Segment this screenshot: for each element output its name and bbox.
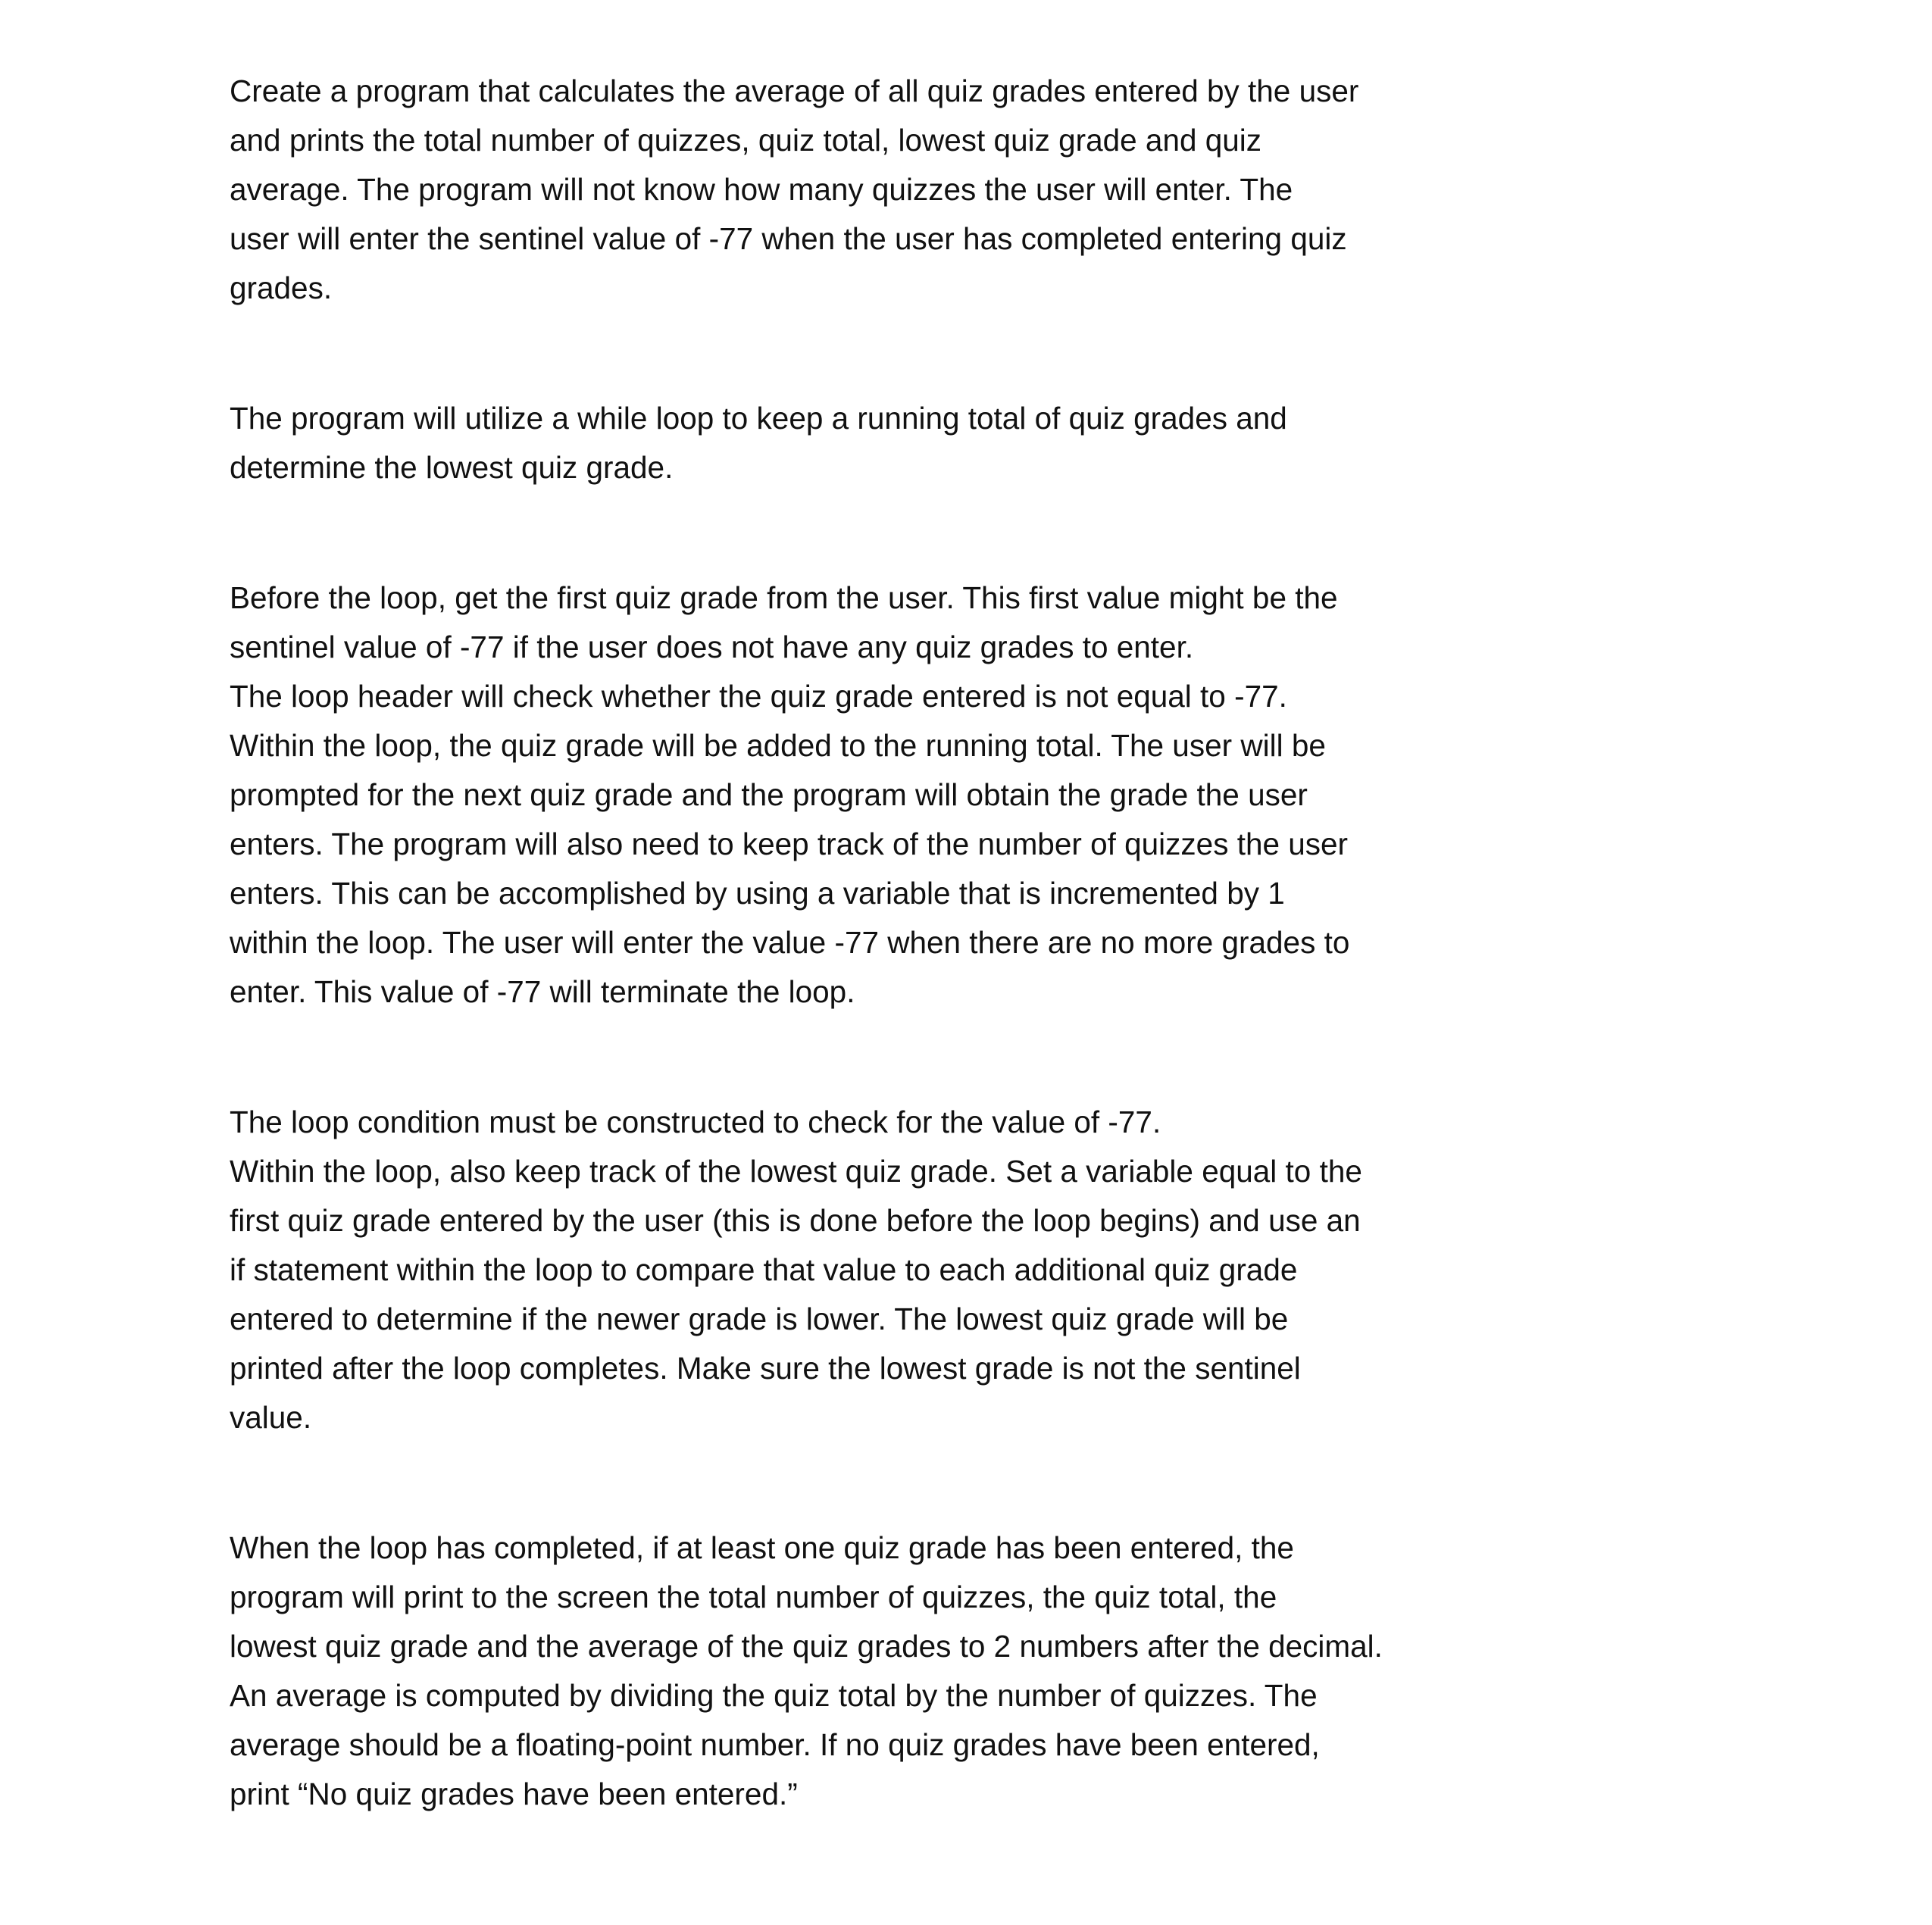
- text-line: grades.: [230, 270, 333, 305]
- text-line: program will print to the screen the total number of quizzes, the quiz total, the: [230, 1580, 1277, 1614]
- text-line: enters. This can be accomplished by using a variable that is incremented by 1: [230, 876, 1285, 911]
- text-line: average should be a floating-point number. If no quiz grades have been entered,: [230, 1727, 1320, 1762]
- text-line: printed after the loop completes. Make sure the lowest grade is not the sentinel: [230, 1351, 1301, 1386]
- text-line: Before the loop, get the first quiz grade from the user. This first value might be the: [230, 580, 1338, 615]
- text-line: enters. The program will also need to keep track of the number of quizzes the user: [230, 827, 1349, 861]
- text-line: sentinel value of -77 if the user does not have any quiz grades to enter.: [230, 630, 1194, 664]
- text-line: Within the loop, also keep track of the lowest quiz grade. Set a variable equal to the: [230, 1154, 1362, 1189]
- text-line: The loop header will check whether the quiz grade entered is not equal to -77.: [230, 679, 1287, 714]
- text-line: first quiz grade entered by the user (this is done before the loop begins) and use an: [230, 1203, 1361, 1238]
- text-line: determine the lowest quiz grade.: [230, 450, 674, 485]
- paragraph-2: [230, 394, 1518, 492]
- text-line: and prints the total number of quizzes, quiz total, lowest quiz grade and quiz: [230, 123, 1262, 158]
- paragraph-3: [230, 573, 1518, 1017]
- text-line: print “No quiz grades have been entered.”: [230, 1777, 798, 1811]
- text-line: entered to determine if the newer grade is lower. The lowest quiz grade will be: [230, 1302, 1289, 1336]
- text-line: enter. This value of -77 will terminate the loop.: [230, 974, 855, 1009]
- text-line: within the loop. The user will enter the value -77 when there are no more grades to: [230, 925, 1350, 960]
- text-line: prompted for the next quiz grade and the program will obtain the grade the user: [230, 777, 1308, 812]
- text-line: user will enter the sentinel value of -77 when the user has completed entering quiz: [230, 221, 1347, 256]
- paragraph-4: [230, 1098, 1518, 1442]
- text-line: lowest quiz grade and the average of the quiz grades to 2 numbers after the decimal.: [230, 1629, 1383, 1664]
- paragraph-5: [230, 1523, 1518, 1819]
- text-line: When the loop has completed, if at least one quiz grade has been entered, the: [230, 1530, 1294, 1565]
- text-line: if statement within the loop to compare that value to each additional quiz grade: [230, 1252, 1298, 1287]
- text-line: value.: [230, 1400, 312, 1435]
- text-line: The program will utilize a while loop to keep a running total of quiz grades and: [230, 401, 1287, 436]
- text-line: An average is computed by dividing the quiz total by the number of quizzes. The: [230, 1678, 1318, 1713]
- text-line: The loop condition must be constructed to check for the value of -77.: [230, 1105, 1161, 1139]
- document-body: [230, 67, 1518, 1900]
- text-line: average. The program will not know how many quizzes the user will enter. The: [230, 172, 1293, 207]
- paragraph-1: [230, 67, 1518, 313]
- text-line: Within the loop, the quiz grade will be added to the running total. The user will be: [230, 728, 1326, 763]
- text-line: Create a program that calculates the average of all quiz grades entered by the user: [230, 73, 1359, 108]
